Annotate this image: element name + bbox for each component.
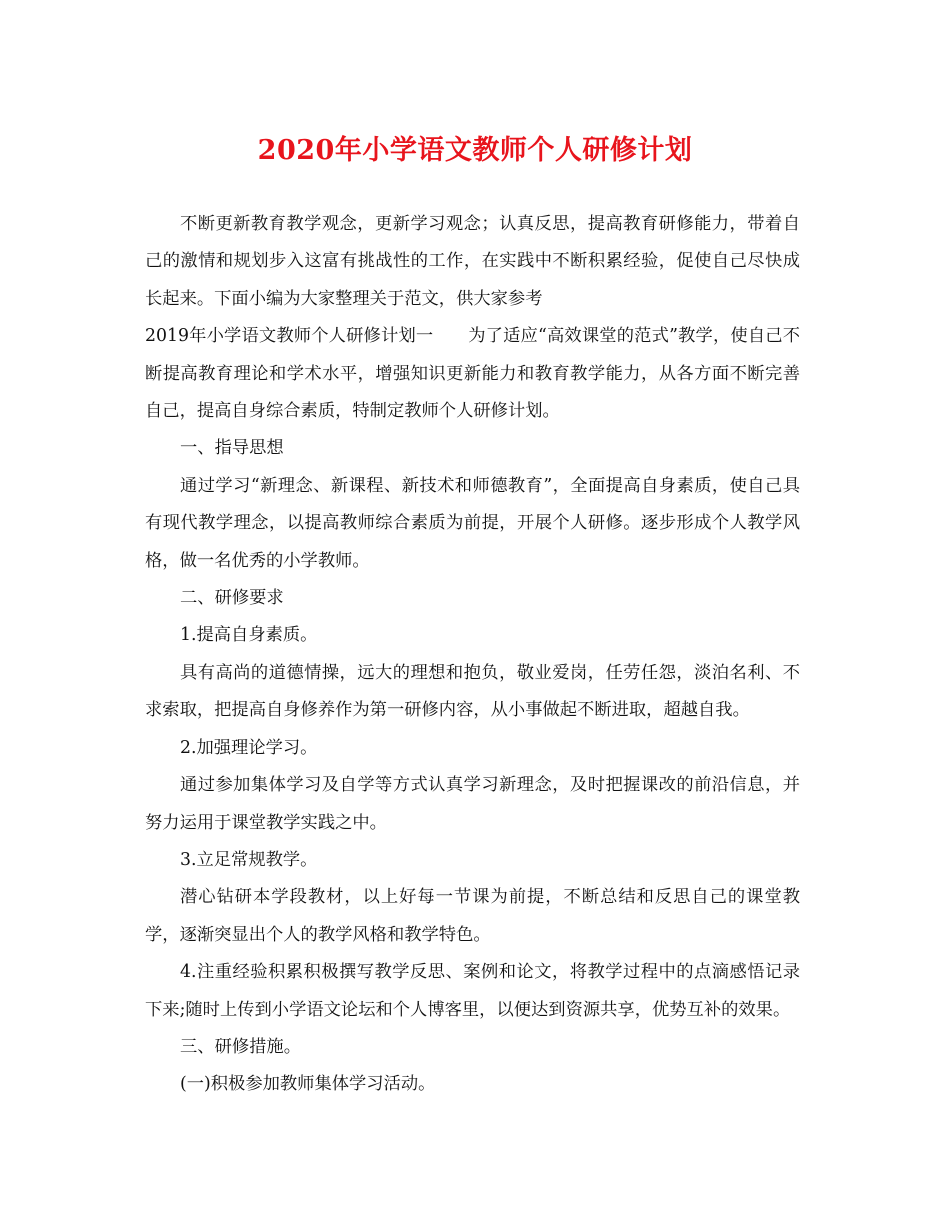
page-title: 2020年小学语文教师个人研修计划 — [257, 135, 693, 166]
document-body — [145, 206, 800, 1104]
plan-intro-paragraph: 2019年小学语文教师个人研修计划一 为了适应“高效课堂的范式”教学，使自己不断提高教育理论和学术水平，增强知识更新能力和教育教学能力，从各方面不断完善自己，提高自身综合素质，特制定教师个人研修计划。 — [145, 326, 800, 422]
list-item-heading: 3.立足常规教学。 — [180, 849, 318, 870]
list-item-paragraph: 4.注重经验积累积极撰写教学反思、案例和论文，将教学过程中的点滴感悟记录下来;随时上传到小学语文论坛和个人博客里，以便达到资源共享，优势互补的效果。 — [145, 962, 800, 1020]
list-item-heading: 1.提高自身素质。 — [180, 625, 318, 646]
body-paragraph: 通过学习“新理念、新课程、新技术和师德教育”，全面提高自身素质，使自己具有现代教学理念，以提高教师综合素质为前提，开展个人研修。逐步形成个人教学风格，做一名优秀的小学教师。 — [145, 475, 800, 571]
section-heading: 三、研修措施。 — [180, 1036, 301, 1057]
section-heading: 二、研修要求 — [180, 588, 284, 609]
body-paragraph: 潜心钻研本学段教材，以上好每一节课为前提，不断总结和反思自己的课堂教学，逐渐突显出个人的教学风格和教学特色。 — [145, 887, 800, 945]
sub-item-heading: (一)积极参加教师集体学习活动。 — [180, 1074, 436, 1095]
body-paragraph: 通过参加集体学习及自学等方式认真学习新理念，及时把握课改的前沿信息，并努力运用于课堂教学实践之中。 — [145, 775, 800, 833]
body-paragraph: 具有高尚的道德情操，远大的理想和抱负，敬业爱岗，任劳任怨，淡泊名利、不求索取，把提高自身修养作为第一研修内容，从小事做起不断进取，超越自我。 — [145, 662, 800, 721]
intro-paragraph: 不断更新教育教学观念，更新学习观念；认真反思，提高教育研修能力，带着自己的激情和规划步入这富有挑战性的工作，在实践中不断积累经验，促使自己尽快成长起来。下面小编为大家整理关于范文，供大家参考 — [145, 214, 800, 309]
section-heading: 一、指导思想 — [180, 438, 284, 459]
list-item-heading: 2.加强理论学习。 — [180, 737, 318, 758]
